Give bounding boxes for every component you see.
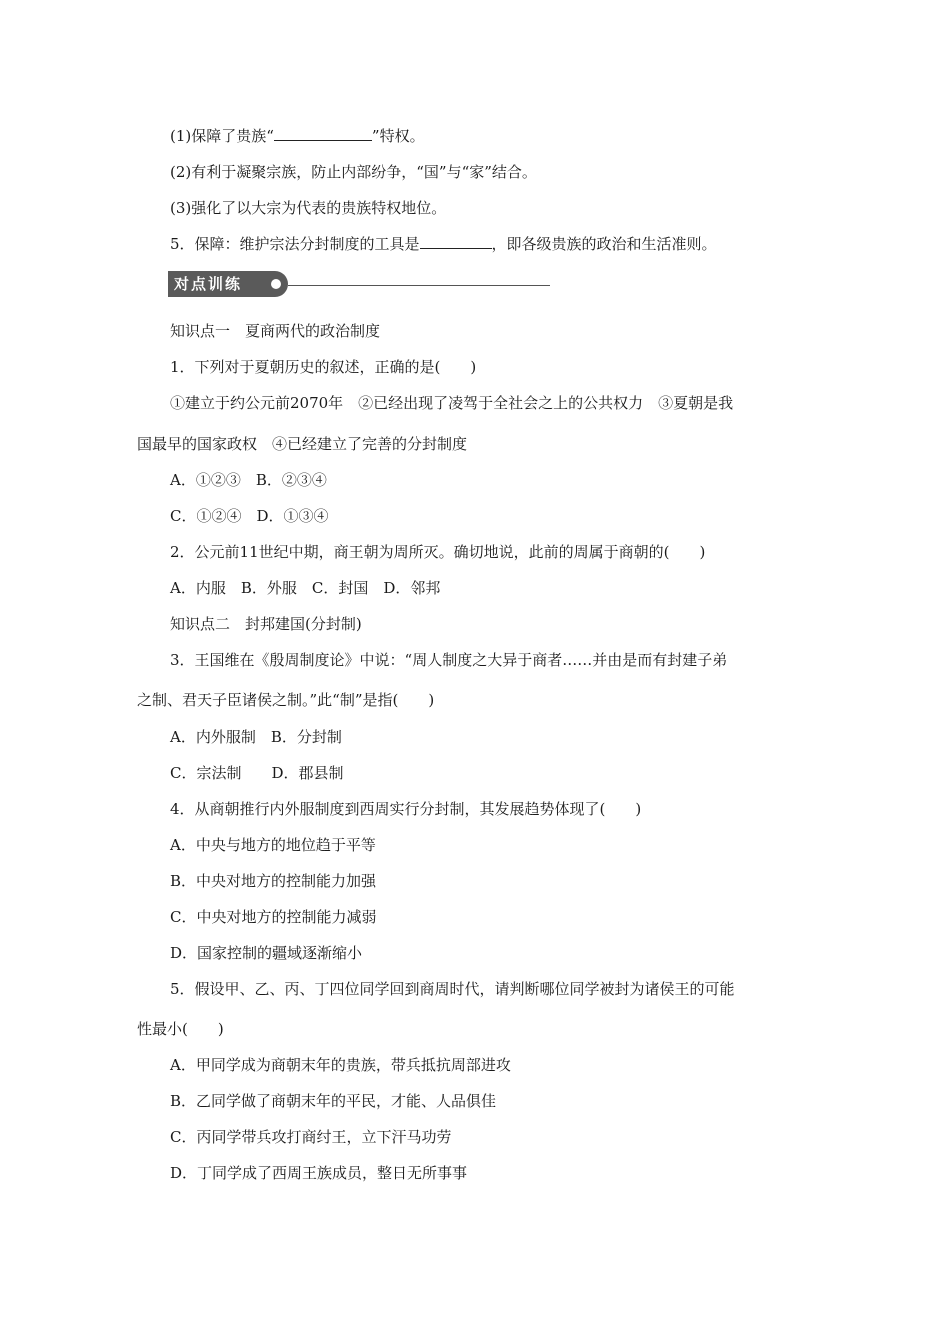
question-1-options-cd: C．①②④ D．①③④ xyxy=(170,507,329,525)
question-5-option-d: D．丁同学成了西周王族成员，整日无所事事 xyxy=(170,1164,468,1182)
section-title: 对点训练 xyxy=(168,271,288,297)
section-header xyxy=(168,271,553,299)
intro-item-5 xyxy=(170,234,717,254)
question-1-statements-line-1: ①建立于约公元前2070年 ②已经出现了凌驾于全社会之上的公共权力 ③夏朝是我 xyxy=(170,394,734,412)
question-3-line-1: 3．王国维在《殷周制度论》中说：“周人制度之大异于商者……并由是而有封建子弟 xyxy=(170,651,728,669)
question-4-stem: 4．从商朝推行内外服制度到西周实行分封制，其发展趋势体现了( ) xyxy=(170,800,642,818)
intro-item-1-post: ”特权。 xyxy=(371,127,425,145)
knowledge-point-1: 知识点一 夏商两代的政治制度 xyxy=(170,322,381,340)
question-4-option-c: C．中央对地方的控制能力减弱 xyxy=(170,908,377,926)
question-4-option-a: A．中央与地方的地位趋于平等 xyxy=(170,836,376,854)
intro-item-1-pre: (1)保障了贵族“ xyxy=(170,127,274,145)
question-2-options: A．内服 B．外服 C．封国 D．邻邦 xyxy=(170,579,441,597)
question-4-option-d: D．国家控制的疆域逐渐缩小 xyxy=(170,944,363,962)
question-4-option-b: B．中央对地方的控制能力加强 xyxy=(170,872,377,890)
question-1-statements-line-2: 国最早的国家政权 ④已经建立了完善的分封制度 xyxy=(137,435,468,453)
question-5-option-c: C．丙同学带兵攻打商纣王，立下汗马功劳 xyxy=(170,1128,452,1146)
question-3-line-2: 之制、君天子臣诸侯之制。”此“制”是指( ) xyxy=(137,691,435,709)
question-3-options-cd: C．宗法制 D．郡县制 xyxy=(170,764,344,782)
question-5-option-a: A．甲同学成为商朝末年的贵族，带兵抵抗周部进攻 xyxy=(170,1056,511,1074)
question-1-options-ab: A．①②③ B．②③④ xyxy=(170,471,327,489)
question-5-option-b: B．乙同学做了商朝末年的平民，才能、人品俱佳 xyxy=(170,1092,497,1110)
question-5-line-1: 5．假设甲、乙、丙、丁四位同学回到商周时代，请判断哪位同学被封为诸侯王的可能 xyxy=(170,980,735,998)
intro-item-2: (2)有利于凝聚宗族，防止内部纷争，“国”与“家”结合。 xyxy=(170,163,537,181)
section-divider xyxy=(288,285,550,286)
question-5-line-2: 性最小( ) xyxy=(137,1020,224,1038)
fill-blank-1 xyxy=(274,126,372,141)
question-3-options-ab: A．内外服制 B．分封制 xyxy=(170,728,342,746)
bullet-dot-icon xyxy=(271,279,281,289)
question-1-stem: 1．下列对于夏朝历史的叙述，正确的是( ) xyxy=(170,358,477,376)
knowledge-point-2: 知识点二 封邦建国(分封制) xyxy=(170,615,362,633)
question-2-stem: 2．公元前11世纪中期，商王朝为周所灭。确切地说，此前的周属于商朝的( ) xyxy=(170,543,706,561)
intro-item-5-post: ，即各级贵族的政治和生活准则。 xyxy=(491,235,717,253)
intro-item-3: (3)强化了以大宗为代表的贵族特权地位。 xyxy=(170,199,447,217)
intro-item-1 xyxy=(170,126,425,146)
intro-item-5-pre: 5．保障：维护宗法分封制度的工具是 xyxy=(170,235,420,253)
fill-blank-5 xyxy=(420,234,492,249)
